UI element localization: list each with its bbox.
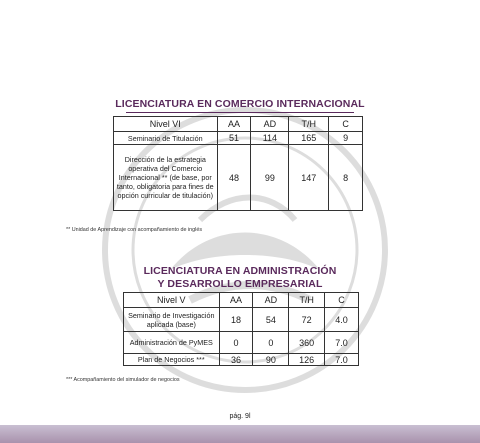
cell-aa: 51 [217, 132, 251, 145]
row-label: Seminario de Investigación aplicada (base) [124, 308, 220, 332]
header-ad: AD [251, 117, 289, 132]
row-label: Administración de PyMES [124, 332, 220, 354]
cell-th: 360 [289, 332, 325, 354]
table-header-row [124, 293, 359, 308]
bottom-band [0, 425, 480, 443]
header-aa: AA [217, 117, 251, 132]
cell-ad: 114 [251, 132, 289, 145]
cell-th: 147 [289, 145, 329, 211]
cell-aa: 48 [217, 145, 251, 211]
row-label: Plan de Negocios *** [124, 354, 220, 366]
cell-aa: 0 [219, 332, 253, 354]
row-label: Seminario de Titulación [114, 132, 218, 145]
cell-ad: 0 [253, 332, 289, 354]
cell-c: 8 [329, 145, 363, 211]
table-row [124, 308, 359, 332]
table-row [124, 332, 359, 354]
section1-title: LICENCIATURA EN COMERCIO INTERNACIONAL [0, 98, 480, 113]
cell-ad: 54 [253, 308, 289, 332]
header-aa: AA [219, 293, 253, 308]
footnote-simulador: *** Acompañamiento del simulador de negocios [66, 377, 180, 383]
cell-c: 7.0 [325, 332, 359, 354]
header-th: T/H [289, 117, 329, 132]
cell-th: 126 [289, 354, 325, 366]
header-c: C [329, 117, 363, 132]
cell-th: 72 [289, 308, 325, 332]
header-nivel: Nivel VI [114, 117, 218, 132]
comercio-internacional-table [113, 116, 363, 211]
table-row [114, 145, 363, 211]
table-header-row [114, 117, 363, 132]
page-number: pág. 9l [229, 413, 251, 420]
header-ad: AD [253, 293, 289, 308]
section2-title: LICENCIATURA EN ADMINISTRACIÓN Y DESARROLLO EMPRESARIAL [0, 265, 480, 293]
cell-ad: 90 [253, 354, 289, 366]
cell-aa: 18 [219, 308, 253, 332]
cell-th: 165 [289, 132, 329, 145]
cell-aa: 36 [219, 354, 253, 366]
table-row [114, 132, 363, 145]
administracion-table [123, 292, 359, 366]
footnote-ingles: ** Unidad de Aprendizaje con acompañamiento de inglés [66, 227, 203, 233]
cell-ad: 99 [251, 145, 289, 211]
header-th: T/H [289, 293, 325, 308]
cell-c: 4.0 [325, 308, 359, 332]
table-row [124, 354, 359, 366]
row-label: Dirección de la estrategia operativa del Comercio Internacional ** (de base, por tanto, obligatoria para fines de opción curricular de titulación) [114, 145, 218, 211]
header-nivel: Nivel V [124, 293, 220, 308]
header-c: C [325, 293, 359, 308]
cell-c: 7.0 [325, 354, 359, 366]
cell-c: 9 [329, 132, 363, 145]
